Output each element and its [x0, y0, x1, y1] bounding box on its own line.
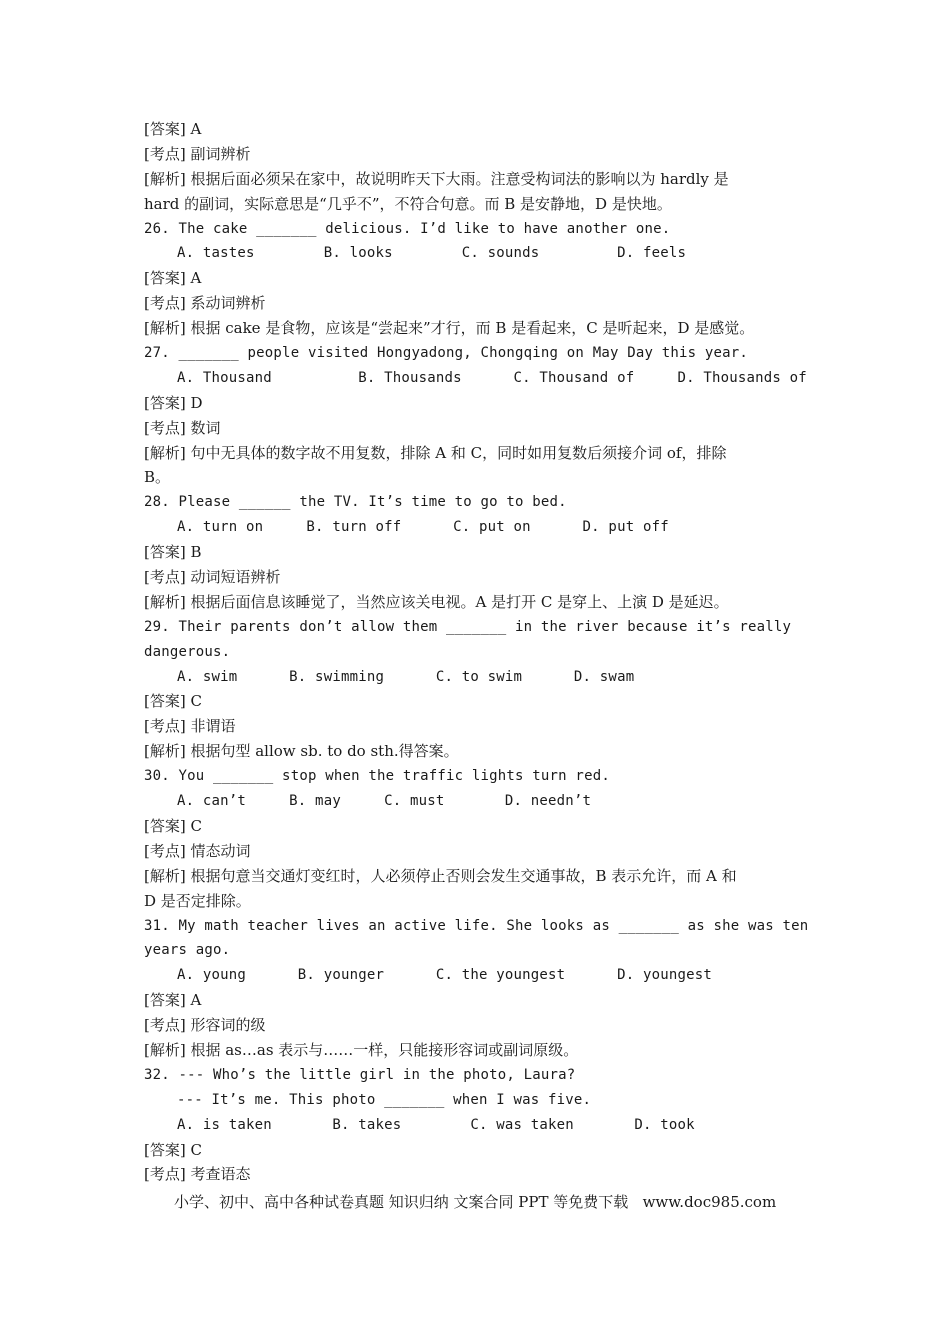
options-line: A. turn on B. turn off C. put on D. put off: [177, 519, 669, 536]
topic-line: [考点] 动词短语辨析: [144, 568, 281, 587]
question-line: 31. My math teacher lives an active life. She looks as _______ as she was ten: [144, 917, 809, 934]
document-body: [144, 117, 808, 1187]
analysis-line: [解析] 根据 as…as 表示与……一样，只能接形容词或副词原级。: [144, 1040, 579, 1059]
answer-line: [答案] A: [144, 269, 202, 288]
options-line: A. is taken B. takes C. was taken D. took: [177, 1116, 695, 1133]
options-line: A. tastes B. looks C. sounds D. feels: [177, 245, 687, 262]
topic-line: [考点] 副词辨析: [144, 144, 251, 163]
analysis-line: [解析] 根据 cake 是食物，应该是“尝起来”才行，而 B 是看起来，C 是听起来，D 是感觉。: [144, 319, 755, 338]
question-line: 28. Please ______ the TV. It’s time to go to bed.: [144, 494, 567, 511]
analysis-line: [解析] 根据句型 allow sb. to do sth.得答案。: [144, 742, 459, 761]
topic-line: [考点] 数词: [144, 418, 221, 437]
text-line: hard 的副词，实际意思是“几乎不”，不符合句意。而 B 是安静地，D 是快地。: [144, 194, 672, 213]
answer-line: [答案] B: [144, 543, 202, 562]
topic-line: [考点] 情态动词: [144, 841, 251, 860]
analysis-line: [解析] 根据句意当交通灯变红时，人必须停止否则会发生交通事故，B 表示允许，而 A 和: [144, 866, 737, 885]
question-line: 32. --- Who’s the little girl in the photo, Laura?: [144, 1066, 576, 1083]
options-line: A. swim B. swimming C. to swim D. swam: [177, 668, 635, 685]
answer-line: [答案] A: [144, 991, 202, 1010]
page-footer: 小学、初中、高中各种试卷真题 知识归纳 文案合同 PPT 等免费下载 www.doc985.com: [174, 1193, 777, 1211]
question-line: 30. You _______ stop when the traffic lights turn red.: [144, 768, 610, 785]
question-line: years ago.: [144, 942, 231, 959]
text-line: B。: [144, 468, 171, 487]
topic-line: [考点] 形容词的级: [144, 1016, 266, 1035]
answer-line: [答案] D: [144, 393, 203, 412]
topic-line: [考点] 系动词辨析: [144, 294, 266, 313]
topic-line: [考点] 非谓语: [144, 717, 236, 736]
options-line: A. can’t B. may C. must D. needn’t: [177, 793, 592, 810]
analysis-line: [解析] 根据后面必须呆在家中，故说明昨天下大雨。注意受构词法的影响以为 hardly 是: [144, 169, 729, 188]
answer-line: [答案] C: [144, 816, 202, 835]
question-line: 26. The cake _______ delicious. I’d like to have another one.: [144, 220, 671, 237]
answer-line: [答案] A: [144, 120, 202, 138]
options-line: --- It’s me. This photo _______ when I was five.: [177, 1091, 592, 1108]
analysis-line: [解析] 根据后面信息该睡觉了，当然应该关电视。A 是打开 C 是穿上、上演 D 是延迟。: [144, 592, 729, 611]
options-line: A. young B. younger C. the youngest D. youngest: [177, 967, 712, 984]
options-line: A. Thousand B. Thousands C. Thousand of D. Thousands of: [177, 369, 807, 386]
topic-line: [考点] 考查语态: [144, 1165, 251, 1184]
answer-line: [答案] C: [144, 692, 202, 711]
question-line: dangerous.: [144, 643, 231, 660]
answer-line: [答案] C: [144, 1140, 202, 1159]
question-line: 27. _______ people visited Hongyadong, Chongqing on May Day this year.: [144, 345, 749, 362]
question-line: 29. Their parents don’t allow them _______ in the river because it’s really: [144, 618, 792, 635]
analysis-line: [解析] 句中无具体的数字故不用复数，排除 A 和 C，同时如用复数后须接介词 of，排除: [144, 443, 727, 462]
text-line: D 是否定排除。: [144, 891, 251, 910]
